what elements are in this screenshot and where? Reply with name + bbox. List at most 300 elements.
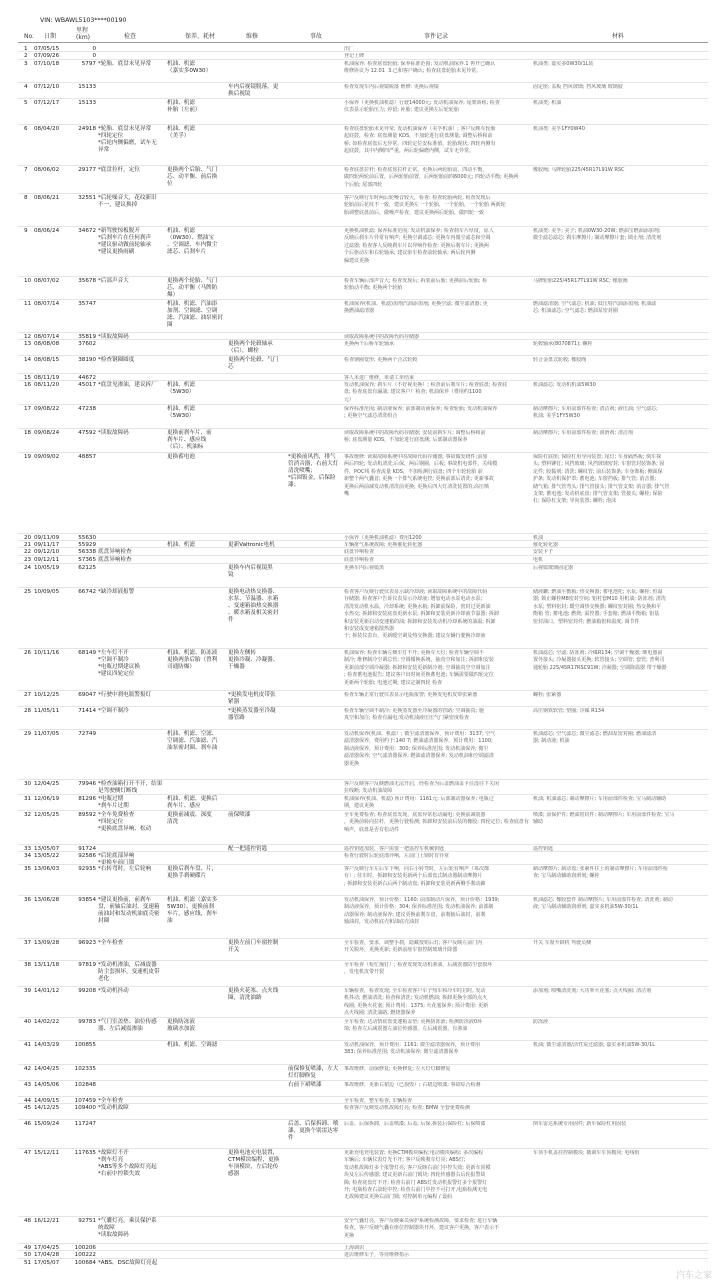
row-divider: [18, 895, 708, 896]
cell-no: 13: [24, 341, 32, 347]
cell-mileage: 55929: [78, 542, 96, 548]
cell-materials: 轮毂轴承(8070871); 螺栓: [533, 341, 593, 347]
cell-mileage: 24918: [78, 126, 96, 132]
cell-inspection: *发动机渗油，后减震器 防尘套损坏，变速机皮带 老化: [98, 962, 160, 982]
row-divider: [18, 563, 708, 564]
cell-materials: 螺栓; 张紧器: [533, 692, 562, 698]
cell-date: 08/08/15: [34, 357, 60, 363]
cell-date: 13/06/28: [34, 897, 60, 903]
cell-no: 50: [24, 1252, 32, 1258]
cell-mileage: 91724: [78, 846, 96, 852]
cell-record: 检查车辆空调不制冷; 更换蒸发器至冷凝器的管路; 空调抽真; 施 真空和加注; 检查有漏电;发动机油液压压气门紧密度检查: [344, 708, 484, 722]
cell-inspection: *读取故障码: [98, 430, 129, 436]
cell-maintenance: 机油、机滤，更换后 刹车片、感应: [167, 796, 218, 809]
header-divider: [18, 42, 708, 43]
cell-materials: 保险杠底座; 保险杠用导向装置; 尾灯; 车身隔热板; 倒车探 头; 塑料铆钉; 风挡玻璃; 风挡玻璃密封; 车窗管封装饰条; 固 定件; 胶黏剂; 清洗; 螺纹管; 前后装饰条; 车身饰板; 侧面保 护条; 发动机保护罩; 蓄电池; 车窗挡板; 排气管; 消音器; 储气箱; 排气管弯头; 排气管接头; 排气管支架; 消音器; 排气管 支架; 蓄电池; 发动机底盘; 排气管支架; 管接头; 螺栓; 保险 杠; 保险杠支架; 导向装置; 螺栓; 泡沫: [533, 454, 670, 505]
cell-date: 07/09/26: [34, 53, 60, 59]
cell-accident: 前保修复喷漆，左大 灯灯脚修复: [288, 1066, 339, 1079]
cell-no: 20: [24, 535, 32, 541]
cell-inspection: *左车灯不开 *空调不制冷 *电瓶过期建议换 *建议四轮定位: [98, 650, 140, 677]
cell-no: 1: [24, 46, 28, 52]
cell-date: 10/11/16: [34, 650, 60, 656]
cell-date: 08/04/20: [34, 126, 60, 132]
cell-record: 底盘异响检查: [344, 557, 375, 563]
row-divider: [18, 373, 708, 374]
row-divider: [18, 1258, 708, 1259]
row-divider: [18, 986, 708, 987]
cell-materials: 机油类: 嘉实多0W30/1L装: [533, 61, 594, 67]
cell-mileage: 92751: [78, 1218, 96, 1224]
cell-date: 09/12/11: [34, 557, 60, 563]
cell-mileage: 44672: [78, 375, 96, 381]
cell-repair: *更换蒸发器至冷凝 器管路: [228, 708, 276, 721]
row-divider: [18, 1119, 708, 1120]
cell-record: 小保养（更换机油机滤）费用1200: [344, 535, 422, 541]
cell-inspection: *故障灯不开 *刹车灯亮 *ABS等多个故障灯亮起 *右前中控锁失效: [98, 1150, 157, 1177]
cell-date: 10/09/05: [34, 589, 60, 595]
cell-record: 检查发现车内后视镜脱落 维修: 更换后视镜: [344, 84, 439, 90]
row-divider: [18, 193, 708, 194]
cell-maintenance: 更换蓄电池: [167, 454, 195, 460]
cell-no: 38: [24, 962, 32, 968]
cell-repair: 更换车内后视镜黑 镜: [228, 565, 273, 578]
cell-date: 13/06/03: [34, 866, 60, 872]
cell-no: 42: [24, 1066, 32, 1072]
cell-record: 机油保养(机油、机滤)加剂汽油添加剂; 更换空滤; 微尘滤清器; 更 换燃油滤清器: [344, 301, 488, 315]
cell-inspection: *后部声音大: [98, 278, 129, 284]
cell-accident: 后盖、后保拆卸、喷 漆，更换个别雷达零 件: [288, 1121, 339, 1141]
cell-no: 5: [24, 100, 28, 106]
cell-mileage: 100684: [74, 1260, 96, 1266]
cell-mileage: 38190: [78, 357, 96, 363]
cell-no: 32: [24, 812, 32, 818]
cell-no: 43: [24, 1082, 32, 1088]
cell-mileage: 15133: [78, 100, 96, 106]
cell-no: 48: [24, 1218, 32, 1224]
cell-record: 后盖、后保拆卸，后盖喷漆; 后盖; 后保,拆装后保险杠; 后保喷漆: [344, 1121, 486, 1127]
cell-inspection: *全车免费检查 *四轮定位 *更换底盘异响、松动: [98, 812, 152, 832]
cell-record: 更换两个后桥车轮轴承: [344, 341, 395, 347]
row-divider: [18, 1250, 708, 1251]
cell-inspection: *气囊灯亮，乘员保护系 统故障 *读取故障码: [98, 1218, 157, 1238]
cell-inspection: *后轮底部异响 *更换车前门锁: [98, 853, 135, 866]
cell-no: 8: [24, 195, 28, 201]
cell-maintenance: 机油、机滤 （5W30）: [167, 382, 195, 395]
cell-no: 28: [24, 708, 32, 714]
cell-mileage: 100206: [74, 1245, 96, 1251]
row-divider: [18, 648, 708, 649]
cell-no: 22: [24, 549, 32, 555]
cell-date: 09/08/24: [34, 430, 60, 436]
cell-materials: 制动摩擦片; 车用前部件检查; 润滑剂; 清洁剂: [533, 430, 633, 436]
cell-date: 14/02/22: [34, 1019, 60, 1025]
cell-record: 检查行驶时后轮底部异响，左前门上锁时有异常: [344, 853, 450, 859]
cell-mileage: 100222: [74, 1252, 96, 1258]
cell-maintenance: 机油、机滤 （0W30）、燃油宝 、空调滤、车内微尘 滤芯、后刹车片: [167, 228, 218, 255]
row-divider: [18, 276, 708, 277]
cell-date: 07/12/17: [34, 100, 60, 106]
cell-mileage: 93854: [78, 897, 96, 903]
cell-mileage: 107459: [74, 1098, 96, 1104]
cell-record: 机油保养(机油、机滤) 预计费用：1161元; 后部制动器保养; 电瓶过 期，建议更换: [344, 796, 494, 810]
row-divider: [18, 1017, 708, 1018]
cell-inspection: *后轮噪音大，花纹新旧 不一，建议换掉: [98, 195, 157, 208]
cell-materials: 高压钢铁软管; 垫圈; 冷媒 R134: [533, 708, 605, 714]
cell-date: 08/11/20: [34, 382, 60, 388]
cell-record: 更换车内后视镜黑: [344, 565, 385, 571]
row-divider: [18, 82, 708, 83]
cell-record: 小保养（更换机油机滤）行驶14000元; 发动机油保养; 尾架训练; 检查 仪表显示轮胎压力; 停留; 补胎; 建议更换左后轮轮胎: [344, 100, 500, 114]
cell-materials: 燃油滤清器; 空气滤芯; 机油; 低压特汽油添加剂; 机油滤 芯; 机油滤芯; 空气滤芯; 燃油泵密封圈: [533, 301, 657, 315]
cell-inspection: *底盘见渗油，建议拆厂: [98, 382, 157, 388]
row-divider: [18, 339, 708, 340]
cell-repair: 更换左前门车窗控制 开关: [228, 940, 279, 953]
cell-date: 13/05/22: [34, 853, 60, 859]
cell-record: 检查车辆正常行驶仪表显示电瓶报警; 更换发电机皮带张紧器: [344, 692, 478, 698]
cell-no: 17: [24, 406, 32, 412]
cell-repair: 更换电动热交换器、 水泵、节温器、水箱 、变速箱油热交换器 、暖水箱及相关密封 件: [228, 589, 279, 623]
cell-materials: 倒车雷达系统专用固件; 新车保险杠用固装: [533, 1121, 627, 1127]
cell-mileage: 0: [92, 53, 96, 59]
cell-date: 17/05/07: [34, 1260, 60, 1266]
cell-materials: 防冻液: [533, 1019, 549, 1025]
cell-record: 安全气囊灯亮，客户反映乘员保护系统检测故障，要求检查; 进行车辆 检查，客户反映气囊在座位控制器块开坏，建议客户更换，客户表示不 更换: [344, 1218, 500, 1239]
cell-repair: 更新Valtronic电机: [228, 542, 275, 548]
cell-materials: 轻合金盘式轮毂; 橡胶阀: [533, 357, 587, 363]
cell-mileage: 35678: [78, 278, 96, 284]
cell-date: 10/05/19: [34, 565, 60, 571]
cell-date: 13/05/07: [34, 846, 60, 852]
cell-mileage: 47238: [78, 406, 96, 412]
cell-mileage: 37602: [78, 341, 96, 347]
cell-no: 6: [24, 126, 28, 132]
cell-date: 14/12/25: [34, 1105, 60, 1111]
cell-materials: 机油滤芯; 发动机机油5W30: [533, 382, 596, 388]
row-divider: [18, 844, 708, 845]
row-divider: [18, 452, 708, 453]
cell-maintenance: 更换两个轮胎、气门 芯、动平衡（马牌防 爆）: [167, 278, 218, 298]
header-no: No.: [24, 33, 34, 40]
row-divider: [18, 380, 708, 381]
cell-maintenance: 机油、机滤 （嘉实多0W30）: [167, 61, 212, 74]
cell-inspection: *全车检查: [98, 940, 124, 946]
cell-no: 10: [24, 278, 32, 284]
cell-record: 事故维修，前保修复; 更换修复; 左大灯灯脚修复: [344, 1066, 451, 1072]
row-divider: [18, 1040, 708, 1041]
cell-date: 17/04/25: [34, 1245, 60, 1251]
cell-mileage: 68149: [78, 650, 96, 656]
cell-repair: 前保喷漆: [228, 812, 251, 818]
cell-record: 出厂: [344, 46, 355, 52]
cell-record: 客户反映行车时两后轮噪音较大，检查: 检查轮胎两轮, 检查发现后 轮胎前后花纹不一致，建议更换左一个轮胎，一个轮胎，一个轮胎 两新轮 胎调整底盘前后，做噪声检查，建议更换两后轮胎，做四轮一致: [344, 195, 506, 216]
cell-date: 09/12/10: [34, 549, 60, 555]
vin-label: VIN: WBAWL5103****00190: [40, 17, 127, 24]
cell-record: 全车检查，整车检查, 车辆检查: [344, 1098, 413, 1104]
cell-record: 保养标准范围; 制动液保养; 前部制动液保养; 检查轮胎; 发动机油保养 ; 更换空气滤芯清洗组合: [344, 406, 498, 420]
cell-materials: 车顶手机盖挂控制模块; 微调车车顶模块; 电线组: [533, 1150, 640, 1156]
cell-date: 13/09/28: [34, 940, 60, 946]
cell-mileage: 79946: [78, 781, 96, 787]
cell-materials: 橡胶阀; 马牌轮胎225/45R17L91W RSC: [533, 167, 625, 173]
cell-materials: 机油滤芯; 橡胶套件 制动摩擦片; 车用前部件检查; 清洗剂; 制动 液; 宝马制动辅助润滑剂; 嘉实多机油5W-30/1L: [533, 897, 673, 911]
cell-accident: *更换前风挡，排气 管消音器，右前大灯 清洗喷嘴； *后围钣金，后保险 漆；: [288, 454, 339, 488]
cell-record: 全车检查（检忙撞钉）; 检查发现发动机渗油，后减震器防尘套损坏 ，发电机皮带开裂: [344, 962, 493, 976]
row-divider: [18, 59, 708, 60]
header-accident: 事故: [310, 33, 323, 40]
row-divider: [18, 355, 708, 356]
row-divider: [18, 124, 708, 125]
row-divider: [18, 864, 708, 865]
cell-record: 更换机油机滤; 保养标准范围; 发动机油保养; 检查刹车片厚度，原人 反映后刹车片异常有响声; 更换空调滤芯; 更换车内微尘滤芯和空调 过滤器; 检查客人反映刹车片以异响作检查: 更换后刹车片; 更换两 个后驱动左和右轮轴承; 建议驱车检查前轮轴承; 两后轮内侧 偏建议更换: [344, 228, 494, 264]
cell-mileage: 100855: [74, 1042, 96, 1048]
row-divider: [18, 810, 708, 811]
cell-record: 机油保养; 检查车辆左侧车灯不开; 更换车大灯; 检查车辆空调不 制冷; 维修制冷空调总管; 空调循换系统，抽真空和加注; 拆卸和安装 更新前部空调冷凝器; 拆卸和安装更新制冷剂; 空调抽真空空调加注 ; 检查蓄电池报告; 建议客户出时间更换蓄电池; 车辆需要做四轮定位 更新两个轮胎; 电池过期; 建议定制四轮 检查: [344, 650, 494, 686]
watermark: 汽车之家: [675, 1271, 712, 1281]
cell-repair: *更换发电机皮带张 紧器: [228, 692, 276, 705]
cell-inspection: 底盘异响检查: [98, 557, 132, 563]
cell-date: 09/11/09: [34, 535, 60, 541]
cell-maintenance: 机油、机滤、空滤、 空调滤、汽油滤、汽 油泵密封圈、刹车油: [167, 731, 218, 751]
cell-accident: 右前下裙喷漆: [288, 1082, 322, 1088]
cell-inspection: *缺冷却液报警: [98, 589, 135, 595]
row-divider: [18, 1096, 708, 1097]
cell-maintenance: 机油、机滤 补胎（左前）: [167, 100, 201, 113]
cell-record: 发动机油保养; 刹车片（不好视更换）; 检查前后刹车片; 检查底盘; 检查底 盘; 检查底盘有漏油; 建议客户厂检查; 机油保养（费用约1100 元）: [344, 382, 508, 403]
cell-no: 3: [24, 61, 28, 67]
cell-no: 46: [24, 1121, 32, 1127]
cell-maintenance: 机油、机滤: [167, 542, 195, 548]
row-divider: [18, 404, 708, 405]
cell-no: 34: [24, 853, 32, 859]
cell-date: 08/06/24: [34, 228, 60, 234]
cell-no: 25: [24, 589, 32, 595]
cell-inspection: *行驶中刹电瓶警报灯: [98, 692, 152, 698]
cell-no: 44: [24, 1098, 32, 1104]
cell-mileage: 45017: [78, 382, 96, 388]
cell-inspection: *读取故障码: [98, 334, 129, 340]
cell-mileage: 15133: [78, 84, 96, 90]
row-divider: [18, 938, 708, 939]
cell-inspection: *底盘拉杆，定位: [98, 167, 140, 173]
cell-materials: 后视镜玻璃固定器: [533, 565, 574, 571]
cell-record: 车辆排气系统故障; 更换催化转化器: [344, 542, 423, 548]
cell-no: 19: [24, 454, 32, 460]
cell-materials: 马牌轮胎225/45R17TL91W RSC; 橡胶阀: [533, 278, 628, 284]
row-divider: [18, 690, 708, 691]
row-divider: [18, 1080, 708, 1081]
cell-maintenance: 机油、机滤 （美孚）: [167, 126, 195, 139]
cell-materials: 添加剂; 喷嘴清洗剂; 大功率火花塞; 点火线圈; 清洁剂: [533, 988, 652, 994]
cell-mileage: 99783: [78, 1019, 96, 1025]
cell-mileage: 109400: [74, 1105, 96, 1111]
cell-maintenance: 机油、机滤（嘉实多 5W30）、更换前刹 车片，感应线，刹车 油: [167, 897, 218, 924]
cell-record: 检查车辆后部声音大; 检查发现后; 拆装前后胎; 更换前后轮胎; 检 轮胎动平衡; 更换两个轮胎: [344, 278, 488, 292]
cell-materials: 电机: [533, 557, 544, 563]
cell-no: 16: [24, 382, 32, 388]
row-divider: [18, 226, 708, 227]
cell-record: 车辆检查，检查发现; 全车检查客户车子热车和冷车时启时, 发动 机抖动; 燃油清洗; 检查和清洗; 发动机燃油; 拆卸更换全部的点火 线圈; 更换火花塞; 预计费用：1375; 火花塞保养; 预计费用: 更新 点火线圈; 清洗油路, 燃烧器保养: [344, 988, 489, 1017]
cell-materials: 机油; 机油滤芯; 制动摩擦片; 车用前部件检查; 宝马制动辅助: [533, 796, 667, 802]
cell-date: 07/12/10: [34, 84, 60, 90]
row-divider: [18, 851, 708, 852]
cell-maintenance: 更换后刹车盘、片， 更换手刹硬碟片: [167, 866, 218, 879]
cell-mileage: 102848: [74, 1082, 96, 1088]
cell-record: 客户反映客户反映燃油无法开启，经检查为后盖燃油盖卡住没往下关闭 拉线断; 发动机油故障: [344, 781, 500, 795]
row-divider: [18, 794, 708, 795]
cell-date: 08/06/21: [34, 195, 60, 201]
cell-materials: 机油类; 机油: [533, 100, 562, 106]
cell-no: 4: [24, 84, 28, 90]
cell-repair: 更换电池充电装置， CTM模块编程，更换 车顶模块，左后轮传 感器: [228, 1150, 280, 1177]
cell-no: 18: [24, 430, 32, 436]
cell-date: 09/09/02: [34, 454, 60, 460]
cell-no: 30: [24, 781, 32, 787]
cell-record: 检查底盘拉杆; 检查底盘拉杆正常。更换后两轮胎前，四动平衡， 做四轮两轮前后置，后两轮胎前置，后两轮胎前四6000元; 四轮动平衡; 更换两 个后胎; 尾部四轮: [344, 167, 519, 188]
cell-no: 21: [24, 542, 32, 548]
cell-repair: 配一把遥控钥匙: [228, 846, 268, 852]
cell-materials: 储液罐; 燃油平衡箱; 热交换器; 蓄电池托; 水泵; 螺栓; 恒温 器; 锁止螺栓M8密封空间; 铝衬套M10 用机油; 防冻剂; 清洗 水泵; 塑料密封; 暖空调热交换器; 螺纹密封圈; 热交换和平 衡箱 管; 蓄电池; 燃烧; 温控器; 手套箱; 燃油平衡箱; 铝基 密封油口，塑料密封件; 燃油箱铝和温度; 调节件: [533, 589, 666, 625]
cell-materials: 机油类: 美孚; 美子; 机油0W30-20W; 燃油宝燃油添加剂; 微尘滤芯滤芯; 刹车摩擦片; 制动摩擦片套; 锁止剂; 清洗剂: [533, 228, 662, 242]
cell-date: 12/05/25: [34, 812, 60, 818]
cell-record: 检查底盘轮胎未见异常; 发动机油保养（美孚机油）; 客户反映车轮胎 起底鼓，检查: 底盘测量 KDS，不加轮进行底盘测量; 调整后桥和前 桥; 如检查底盘后无异常，四轮定位安标准值，轮胎现状; 四轮内侧有 起底鼓，其中内侧四严重，两后轮偏磨内侧，试车无异常。: [344, 126, 496, 155]
cell-mileage: 96923: [78, 940, 96, 946]
cell-record: 客人未进厂维修，单请工单结束: [344, 375, 415, 381]
cell-date: 13/11/18: [34, 962, 60, 968]
cell-no: 29: [24, 731, 32, 737]
row-divider: [18, 1148, 708, 1149]
cell-date: 08/07/02: [34, 278, 60, 284]
cell-no: 49: [24, 1245, 32, 1251]
cell-date: 14/05/06: [34, 1082, 60, 1088]
cell-record: 事故维修: 读取故障系统中的故障代码存储器; 事故做发绕件;前加 两后四轮; 发动机清洗;后保，两后钢圈，后板; 事故机电部件，关线模 件，POC线 检查流量 KDS，不加检测行底盘; 四个车轮轮胎 前 新整个两气囊首; 更换一个排气系统电控; 更换前部后清洗; 更新事故 更换后两前减发动机清洗前更换; 更换后四大灯清洗装置的;高压喷 嘴: [344, 454, 498, 498]
row-divider: [18, 779, 708, 780]
row-divider: [18, 706, 708, 707]
cell-date: 10/12/25: [34, 692, 60, 698]
cell-record: 遥控钥匙加装，客户需要一把遥控车机械钥匙: [344, 846, 445, 852]
cell-maintenance: 机油、机滤、防冻液 更换两条后胎（曾利 司通防爆）: [167, 650, 218, 670]
cell-mileage: 72749: [78, 731, 96, 737]
cell-materials: 制动摩擦片; 车用前部件检查; 清洁剂; 液压油; 空气滤芯; 机油; 美孚1FY5W30: [533, 406, 658, 420]
cell-date: 15/09/24: [34, 1121, 60, 1127]
cell-date: 17/04/28: [34, 1252, 60, 1258]
row-divider: [18, 332, 708, 333]
cell-date: 15/12/11: [34, 1150, 60, 1156]
row-divider: [18, 1103, 708, 1104]
cell-materials: 机油滤芯; 空滤; 防冻剂; 冷媒R134; 空调干燥器; 继电器前 置外接头; 冷凝器接头更换; 软管接头; 空调管; 套管; 普利司 通轮胎 225/45R17RSC91W; 冷凝器; 空调降温器 带干燥器: [533, 650, 667, 671]
cell-date: 14/03/29: [34, 1042, 60, 1048]
cell-inspection: *发动机故障: [98, 1105, 129, 1111]
cell-record: 检查客户反映发动机故障灯亮; 检查; BMW 全套免费检测: [344, 1105, 470, 1111]
cell-record: 底盘异响检查: [344, 549, 375, 555]
row-divider: [18, 51, 708, 52]
cell-no: 11: [24, 301, 32, 307]
cell-record: 登记上牌: [344, 53, 365, 59]
cell-mileage: 97819: [78, 962, 96, 968]
header-materials: 材料: [612, 33, 625, 40]
cell-record: 全车检查; 达动情底盘变速箱盖垫; 更换防冻液; 检测防冻液0环 境; 检查左后减震器左油位传感器，左后减震器，有渗油: [344, 1019, 483, 1033]
row-divider: [18, 547, 708, 548]
cell-date: 14/04/25: [34, 1066, 60, 1072]
cell-mileage: 71414: [78, 708, 96, 714]
row-divider: [18, 428, 708, 429]
cell-mileage: 69047: [78, 692, 96, 698]
cell-date: 14/01/12: [34, 988, 60, 994]
cell-inspection: *电瓶过期 *刹车片过期: [98, 796, 129, 809]
cell-materials: 机油滤芯; 空气滤芯; 微尘滤芯; 燃油泵密封圈; 燃油滤清 器; 制动液; 机油: [533, 731, 657, 745]
row-divider: [18, 299, 708, 300]
cell-mileage: 29177: [78, 167, 96, 173]
header-maintenance: 保养、耗材: [185, 33, 216, 40]
cell-no: 2: [24, 53, 28, 59]
cell-date: 08/06/02: [34, 167, 60, 173]
cell-materials: 制动摩擦片; 制动盘; 张紧件往上的制动摩擦片; 车用前部件检 查; 宝马制动辅助润滑剂; 螺栓: [533, 866, 668, 880]
row-divider: [18, 165, 708, 166]
cell-repair: 更换两个轮毂轴承 （后），螺栓: [228, 341, 273, 354]
cell-no: 51: [24, 1260, 32, 1266]
cell-mileage: 5797: [81, 61, 96, 67]
cell-record: 发动机保养(机油、机滤）; 微尘滤清器保养，预计费用：3137; 空气 滤清器保养，费用约于:140 7; 燃油滤清器保养，预计费用：1100; 制动液保养，预计费用：300; 保养标准范围; 发动机油保养; 微尘 滤清器保养; 空气滤清器保养; 燃油滤清器保养; 发动机油和空调滤清 器更换: [344, 731, 496, 767]
cell-date: 09/11/17: [34, 542, 60, 548]
header-mileage: 里程 (km): [76, 27, 91, 41]
header-records: 事件记录: [424, 33, 449, 40]
cell-repair: 车内后视镜脱落，更 换后视镜: [228, 84, 279, 97]
cell-maintenance: 更换两个后胎、气门 芯、动平衡、前后换 位: [167, 167, 218, 187]
cell-mileage: 34672: [78, 228, 96, 234]
row-divider: [18, 960, 708, 961]
cell-no: 33: [24, 846, 32, 852]
cell-mileage: 57365: [78, 557, 96, 563]
cell-inspection: *气门室盖垫、油位传感 器、左后减震渗油: [98, 1019, 157, 1032]
cell-mileage: 81296: [78, 796, 96, 802]
cell-maintenance: 更换前减震、深度 清洗: [167, 812, 212, 825]
cell-date: 08/11/19: [34, 375, 60, 381]
cell-date: 12/04/25: [34, 781, 60, 787]
cell-record: 机油保养: 检查底盘轮胎; 保养标准范围; 发动机油保养.1 再开已确认 维修协议为 12.01 3.已和客户确认; 检查底盘轮胎未见异常。: [344, 61, 496, 75]
cell-no: 41: [24, 1042, 32, 1048]
cell-record: 客户反映行车左后车下响，向右小转弯时，左后轮有响声（每次都 有）; 驻车时，拆卸和安装更新两个后部盘式制动器制动摩擦片 ; 拆卸和安装更新右后两个制动盘; 拆卸和安装更新两侧手刹动蹄: [344, 866, 490, 887]
cell-maintenance: 更换防冻液 玻璃水加液: [167, 1019, 195, 1032]
cell-mileage: 47592: [78, 430, 96, 436]
row-divider: [18, 1064, 708, 1065]
cell-mileage: 99208: [78, 988, 96, 994]
cell-date: 14/09/15: [34, 1098, 60, 1104]
cell-date: 12/06/19: [34, 796, 60, 802]
cell-record: 发动机油保养，预计价格：1160; 前部制动片保养，预计价格：1939; 制动液保养，预计价格：304; 保养标准范围; 发动机油保养; 前部制 动器保养; 制动液保养; 建议更换前刹车盘，前刹轴后油封，前刹 轴油封，发动机底壳和油底壳油封: [344, 897, 500, 926]
cell-inspection: *建议更换前，前刹车 盘，前轴后油封，变速箱 前油封和发动机油底壳密 封圈: [98, 897, 160, 924]
cell-materials: 开关 车窗升降机 驾驶员侧: [533, 940, 592, 946]
cell-no: 37: [24, 940, 32, 946]
cell-date: 08/08/08: [34, 341, 60, 347]
cell-record: 事故维修，更新右裙边（已损毁）; 右裙边喷漆; 事故综合检测: [344, 1082, 481, 1088]
cell-record: 读取故障系统中的故障代码存储器; 安装前刹车片; 调整后桥和前 桥; 底盘测量 KDS，不加轮进行底盘测; 后部制动器保养: [344, 430, 486, 444]
cell-materials: 喷漆; 前保护件; 燃油密封件; 制动摩擦片; 车用前部件检查; 宝马 辅助: [533, 812, 675, 826]
header-inspection: 检查: [124, 33, 137, 40]
cell-mileage: 66742: [78, 589, 96, 595]
cell-no: 15: [24, 375, 32, 381]
cell-inspection: *检查钢圈圆度: [98, 357, 135, 363]
cell-inspection: *ABS、DSC故障灯亮起: [98, 1260, 158, 1266]
cell-maintenance: 机油、机滤、汽油添 加剂、空调滤、空调 滤、汽油滤、油泵密封 圈: [167, 301, 223, 328]
cell-materials: 固定座; 盖板 挡风玻璃; 挡风玻璃 玻璃胶: [533, 84, 623, 90]
cell-repair: 更换两个轮毂、气门 芯: [228, 357, 279, 370]
cell-mileage: 117635: [74, 1150, 96, 1156]
cell-record: 发动机油保养，预计费用：1161; 微尘滤清器保养，预计费用 383; 保养标准范围; 发动机油保养; 微尘滤清器保养: [344, 1042, 481, 1056]
row-divider: [18, 555, 708, 556]
cell-record: 进店维修车子，等待维修指示: [344, 1252, 410, 1258]
cell-mileage: 35819: [78, 334, 96, 340]
cell-inspection: 底盘异响检查: [98, 549, 132, 555]
cell-materials: 遥控钥匙: [533, 846, 554, 852]
